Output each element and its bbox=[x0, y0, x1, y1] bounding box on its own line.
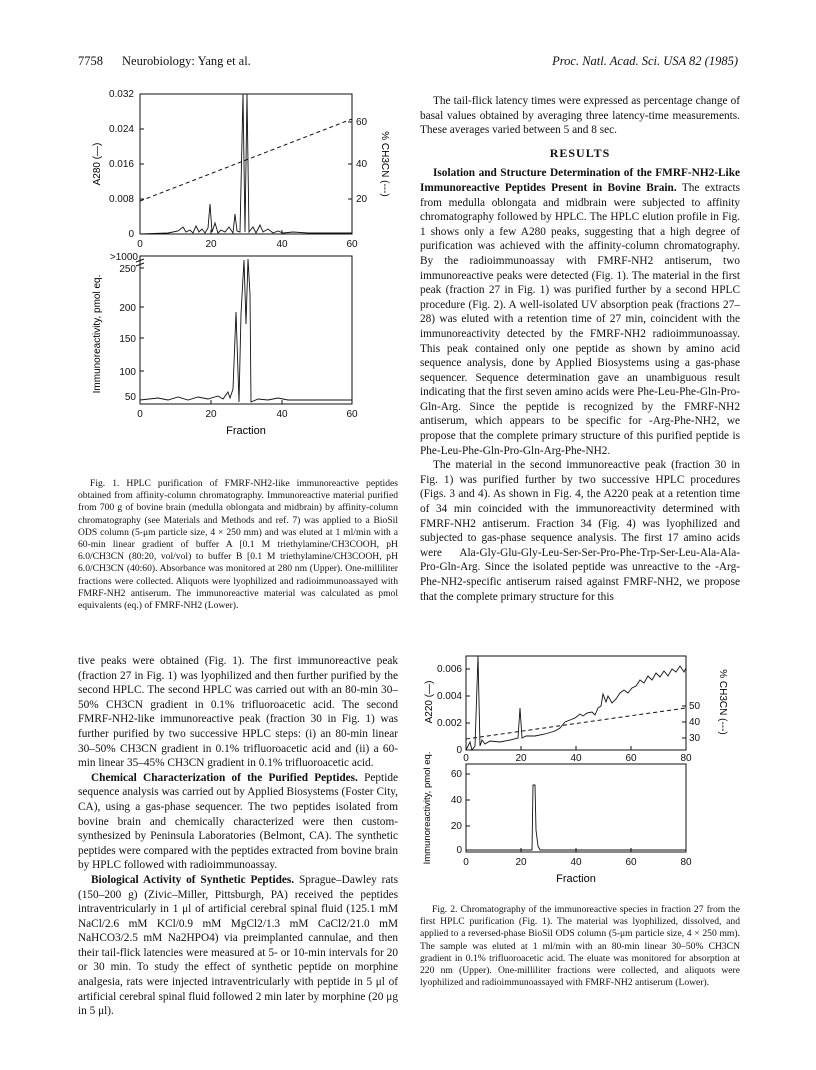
fig2-upper-right-tick-1: 40 bbox=[689, 717, 701, 728]
fig2-lower-xtick-3: 60 bbox=[625, 857, 637, 868]
figure-2 bbox=[420, 650, 740, 900]
left-paragraph-2-body: Peptide sequence analysis was carried out by Applied Biosystems (Foster City, CA), using a gas-phase sequencer. The two peptides isolated from bovine brain and chemically characterized were then custom-synthesized by Peninsula Laboratories (Belmont, CA). The synthetic peptides were compared with the peptides extracted from bovine brain by HPLC followed with radioimmunoassay. bbox=[78, 771, 398, 872]
right-paragraph-1-body: The extracts from medulla oblongata and midbrain were subjected to affinity chromatography followed by HPLC. The HPLC elution profile in Fig. 1 shows only a few A280 peaks, suggesting that a high degree of purification was achieved with the affinity-column chromatography. By the radioimmunoassay with FMRF-NH2 antiserum, two immunoreactive peaks were detected (Fig. 1). The material in the first peak (fraction 27 in Fig. 1) was purified further by a second HPLC procedure (Fig. 2). A well-isolated UV absorption peak (fractions 27–28) was eluted with a retention time of 27 min, coincident with the immunoreactivity detected by the FMRF-NH2 radioimmunoassay. This peak contained only one peptide as shown by amino acid sequence analysis, done by Applied Biosystems using a gas-phase sequencer. Sequence determination gave an unambiguous result indicating that the first seven amino acids were Phe-Leu-Phe-Gln-Pro-Gln-Arg. Since the peptide is recognized by the FMRF-NH2 antiserum, which appears to be specific for -Arg-Phe-NH2, we propose that the complete primary structure of this purified peptide is Phe-Leu-Phe-Gln-Pro-Gln-Arg-Phe-NH2. bbox=[420, 181, 740, 457]
figure-1 bbox=[78, 84, 398, 474]
fig1-upper-ytick-3: 0.008 bbox=[108, 194, 134, 205]
journal-reference: Proc. Natl. Acad. Sci. USA 82 (1985) bbox=[552, 54, 738, 68]
figure-2-caption-text: Fig. 2. Chromatography of the immunoreactive species in fraction 27 from the first HPLC purification (Fig. 1). The material was lyophilized, dissolved, and applied to a reversed-phase BioSil ODS column (5-μm particle size, 4 × 250 mm). The sample was eluted at 1 ml/min with an 80-min linear 30–50% CH3CN gradient in 0.1% trifluoroacetic acid. The eluate was monitored for absorption at 220 nm (Upper). One-milliliter fractions were collected, and aliquots were lyophilized and radioimmunoassayed with FMRF-NH2 antiserum (Lower). bbox=[420, 904, 740, 989]
fig1-lower-xtick-1: 20 bbox=[205, 409, 217, 420]
fig2-upper-ytick-0: 0.006 bbox=[436, 664, 462, 675]
right-paragraph-0: The tail-flick latency times were expressed as percentage change of basal values obtained by averaging three latency-time measurements. These averages varied between 5 and 8 sec. bbox=[420, 95, 740, 137]
fig1-upper-right-tick-2: 20 bbox=[356, 194, 368, 205]
fig1-upper-xtick-2: 40 bbox=[276, 239, 288, 250]
fig1-lower-xtick-0: 0 bbox=[137, 409, 143, 420]
left-paragraph-3 bbox=[78, 873, 398, 1019]
fig1-upper-right-tick-1: 40 bbox=[356, 159, 368, 170]
fig1-upper-xtick-1: 20 bbox=[205, 239, 217, 250]
fig2-lower-xtick-1: 20 bbox=[515, 857, 527, 868]
fig1-upper-ylabel: A280 (—) bbox=[92, 142, 103, 186]
left-paragraph-1: tive peaks were obtained (Fig. 1). The first immunoreactive peak (fraction 27 in Fig. 1) was lyophilized and then further purified by the second HPLC. The second HPLC was carried out with an 80-min 30–50% CH3CN gradient in 0.1% trifluoroacetic acid. The second FMRF-NH2-like immunoreactive peak (fraction 30 in Fig. 1) was further purified by two successive HPLC steps: (i) an 80-min linear 30–50% CH3CN gradient in 0.1% trifluoroacetic acid and (ii) a 60-min linear 35–45% CH3CN gradient in 0.1% trifluoroacetic acid. bbox=[78, 655, 398, 770]
fig2-upper-right-tick-2: 30 bbox=[689, 733, 701, 744]
fig1-lower-ylabel: Immunoreactivity, pmol eq. bbox=[92, 274, 103, 394]
fig1-upper-ytick-1: 0.024 bbox=[108, 124, 134, 135]
fig2-lower-xtick-2: 40 bbox=[570, 857, 582, 868]
right-paragraph-1-heading: Isolation and Structure Determination of the FMRF-NH2-Like Immunoreactive Peptides Present in Bovine Brain. bbox=[420, 167, 740, 194]
left-paragraph-3-body: Sprague–Dawley rats (150–200 g) (Zivic–Miller, Pittsburgh, PA) received the peptides intraventricularly in 1 μl of artificial cerebral spinal fluid (125.1 mM NaCl/2.6 mM KCl/0.9 mM MgCl2/1.3 mM CaCl2/21.0 mM NaHCO3/2.5 mM Na2HPO4) via preimplanted cannulae, and then their tail-flick latencies were measured at 5- or 10-min intervals for 20 or 30 min. To study the effect of synthetic peptide on morphine analgesia, rats were injected intraventricularly with peptide in 5 μl of artificial cerebral spinal fluid followed 2 min later by morphine (20 μg in 5 μl). bbox=[78, 873, 398, 1018]
fig1-lower-xtick-3: 60 bbox=[346, 409, 358, 420]
fig2-upper-ticks bbox=[466, 669, 686, 750]
fig1-upper-ytick-2: 0.016 bbox=[108, 159, 134, 170]
fig2-lower-ytick-0: 60 bbox=[450, 769, 462, 780]
fig2-upper-xtick-3: 60 bbox=[625, 753, 637, 764]
fig1-lower-ytick-0: >1000 bbox=[109, 252, 138, 263]
fig1-lower-ytick-3: 150 bbox=[119, 334, 136, 345]
fig1-lower-ytick-2: 200 bbox=[119, 303, 136, 314]
fig1-lower-ytick-5: 50 bbox=[124, 392, 136, 403]
left-column bbox=[78, 654, 398, 1019]
fig2-lower-ytick-1: 40 bbox=[450, 795, 462, 806]
fig1-upper-right-label: % CH3CN (---) bbox=[379, 131, 390, 197]
figure-2-caption bbox=[420, 904, 740, 989]
fig1-upper-right-tick-0: 60 bbox=[356, 117, 368, 128]
fig2-lower-ytick-2: 20 bbox=[450, 821, 462, 832]
fig2-a220-trace bbox=[466, 656, 686, 750]
left-paragraph-2 bbox=[78, 771, 398, 873]
fig2-lower-frame bbox=[466, 764, 686, 852]
figure-1-caption bbox=[78, 478, 398, 612]
right-column bbox=[420, 94, 740, 604]
fig2-immunoreactivity-trace bbox=[466, 785, 686, 850]
fig2-lower-ylabel: Immunoreactivity, pmol eq. bbox=[422, 751, 433, 865]
fig1-a280-trace bbox=[140, 94, 352, 234]
fig1-lower-y-ticks bbox=[140, 268, 282, 404]
fig2-upper-ytick-3: 0 bbox=[456, 745, 462, 756]
right-paragraph-2: The material in the second immunoreactive peak (fraction 30 in Fig. 1) was purified further by two successive HPLC procedures (Figs. 3 and 4). As shown in Fig. 4, the A220 peak at a retention time of 34 min coincided with the immunoreactivity determined with FMRF-NH2 antiserum. Fraction 34 (Fig. 4) was lyophilized and subjected to gas-phase sequence analysis. The first 17 amino acids were Ala-Gly-Glu-Gly-Leu-Ser-Ser-Pro-Phe-Trp-Ser-Leu-Ala-Ala-Pro-Gln-Arg. Since the isolated peptide was unreactive to the -Arg-Phe-NH2-specific antiserum raised against FMRF-NH2, we propose that the complete primary structure for this bbox=[420, 459, 740, 603]
fig2-upper-right-tick-0: 50 bbox=[689, 701, 701, 712]
fig1-lower-ytick-4: 100 bbox=[119, 367, 136, 378]
fig1-immunoreactivity-trace bbox=[140, 259, 352, 402]
fig2-upper-xtick-1: 20 bbox=[515, 753, 527, 764]
fig1-xlabel: Fraction bbox=[226, 425, 266, 437]
fig2-upper-xtick-4: 80 bbox=[680, 753, 692, 764]
fig1-upper-ytick-4: 0 bbox=[128, 229, 134, 240]
figure-1-caption-text: Fig. 1. HPLC purification of FMRF-NH2-like immunoreactive peptides obtained from affinity-column chromatography. Immunoreactive material purified from 700 g of bovine brain (medulla oblongata and midbrain) by affinity-column chromatography (see Materials and Methods and ref. 7) was applied to a BioSil ODS column (5-μm particle size, 4 × 250 mm) and was eluted at 1 ml/min with a 60-min linear gradient of buffer A [0.1 M triethylamine/CH3COOH, pH 6.0/CH3CN (80:20, vol/vol) to buffer B [0.1 M triethylamine/CH3COOH, pH 6.0/CH3CN (40:60). Absorbance was monitored at 280 nm (Upper). One-milliliter fractions were collected. Aliquots were lyophilized and radioimmunoassayed with FMRF-NH2 antiserum. The immunoreactive material was calculated as pmol equivalents (eq.) of FMRF-NH2 (Lower). bbox=[78, 478, 398, 612]
running-header bbox=[78, 54, 738, 72]
journal-section-title: Neurobiology: Yang et al. bbox=[122, 54, 251, 68]
fig1-lower-xtick-2: 40 bbox=[276, 409, 288, 420]
fig2-upper-frame bbox=[466, 656, 686, 750]
fig2-ch3cn-gradient-line bbox=[466, 708, 686, 739]
fig2-lower-xtick-4: 80 bbox=[680, 857, 692, 868]
fig1-lower-frame bbox=[140, 256, 352, 404]
fig2-upper-ytick-1: 0.004 bbox=[436, 691, 462, 702]
left-paragraph-2-heading: Chemical Characterization of the Purified Peptides. bbox=[91, 771, 358, 784]
fig2-upper-right-label: % CH3CN (---) bbox=[717, 669, 728, 735]
section-heading-results: RESULTS bbox=[549, 145, 611, 160]
fig1-lower-ytick-1: 250 bbox=[119, 264, 136, 275]
fig2-lower-ytick-3: 0 bbox=[456, 845, 462, 856]
page-number: 7758 bbox=[78, 54, 103, 68]
fig1-upper-xtick-3: 60 bbox=[346, 239, 358, 250]
fig1-upper-ytick-0: 0.032 bbox=[108, 89, 134, 100]
fig2-upper-ylabel: A220 (—) bbox=[424, 680, 435, 724]
left-paragraph-3-heading: Biological Activity of Synthetic Peptides. bbox=[91, 873, 295, 886]
right-paragraph-1 bbox=[420, 166, 740, 458]
fig2-upper-xtick-0: 0 bbox=[463, 753, 469, 764]
fig2-lower-ticks bbox=[466, 774, 631, 852]
fig2-upper-ytick-2: 0.002 bbox=[436, 718, 462, 729]
fig1-upper-xtick-0: 0 bbox=[137, 239, 143, 250]
fig2-xlabel: Fraction bbox=[556, 873, 596, 885]
fig2-lower-xtick-0: 0 bbox=[463, 857, 469, 868]
fig2-upper-xtick-2: 40 bbox=[570, 753, 582, 764]
